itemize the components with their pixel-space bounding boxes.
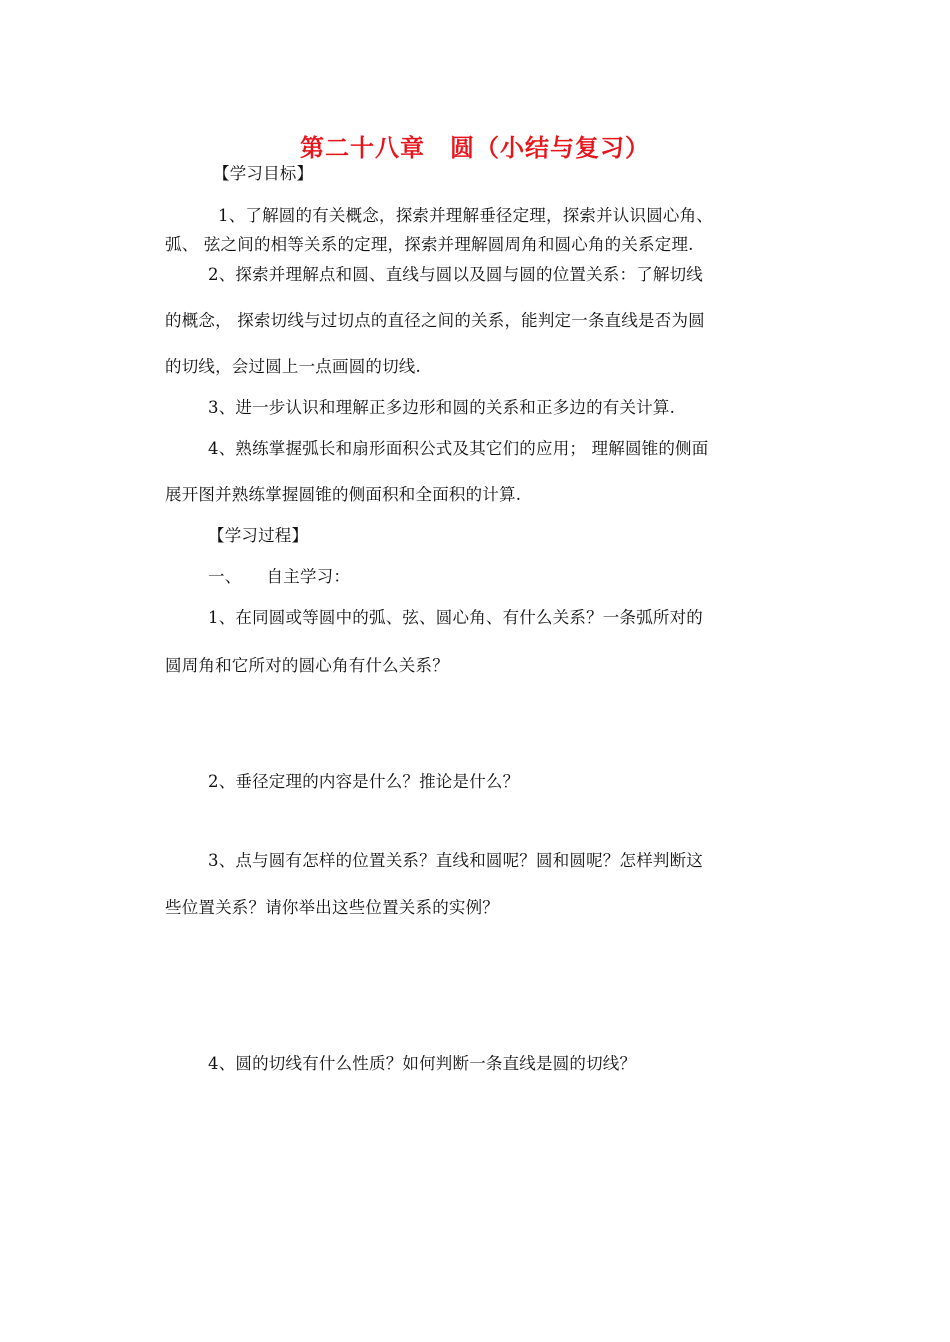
goal-line-2: 弧、 弦之间的相等关系的定理，探索并理解圆周角和圆心角的关系定理.: [165, 235, 694, 254]
part-one-heading: 一、 自主学习：: [208, 567, 351, 586]
question-3-line-2: 些位置关系？请你举出这些位置关系的实例？: [165, 898, 499, 917]
goal-line-6: 3、进一步认识和理解正多边形和圆的关系和正多边的有关计算.: [208, 398, 676, 417]
section-heading-goals: 【学习目标】: [213, 164, 314, 183]
question-1-line-2: 圆周角和它所对的圆心角有什么关系？: [165, 656, 449, 675]
goal-line-5: 的切线，会过圆上一点画圆的切线.: [165, 357, 421, 376]
section-heading-process: 【学习过程】: [208, 526, 309, 545]
question-2: 2、垂径定理的内容是什么？推论是什么？: [208, 772, 520, 791]
question-1-line-1: 1、在同圆或等圆中的弧、弦、圆心角、有什么关系？一条弧所对的: [208, 608, 703, 627]
question-4: 4、圆的切线有什么性质？如何判断一条直线是圆的切线？: [208, 1054, 637, 1073]
goal-line-8: 展开图并熟练掌握圆锥的侧面积和全面积的计算.: [165, 485, 522, 504]
goal-line-7: 4、熟练掌握弧长和扇形面积公式及其它们的应用； 理解圆锥的侧面: [208, 439, 709, 458]
page-title: 第二十八章 圆（小结与复习）: [300, 133, 650, 162]
goal-line-4: 的概念， 探索切线与过切点的直径之间的关系，能判定一条直线是否为圆: [165, 311, 705, 330]
goal-line-3: 2、探索并理解点和圆、直线与圆以及圆与圆的位置关系：了解切线: [208, 265, 703, 284]
goal-line-1: 1、了解圆的有关概念，探索并理解垂径定理，探索并认识圆心角、: [218, 206, 713, 225]
question-3-line-1: 3、点与圆有怎样的位置关系？直线和圆呢？圆和圆呢？怎样判断这: [208, 851, 703, 870]
